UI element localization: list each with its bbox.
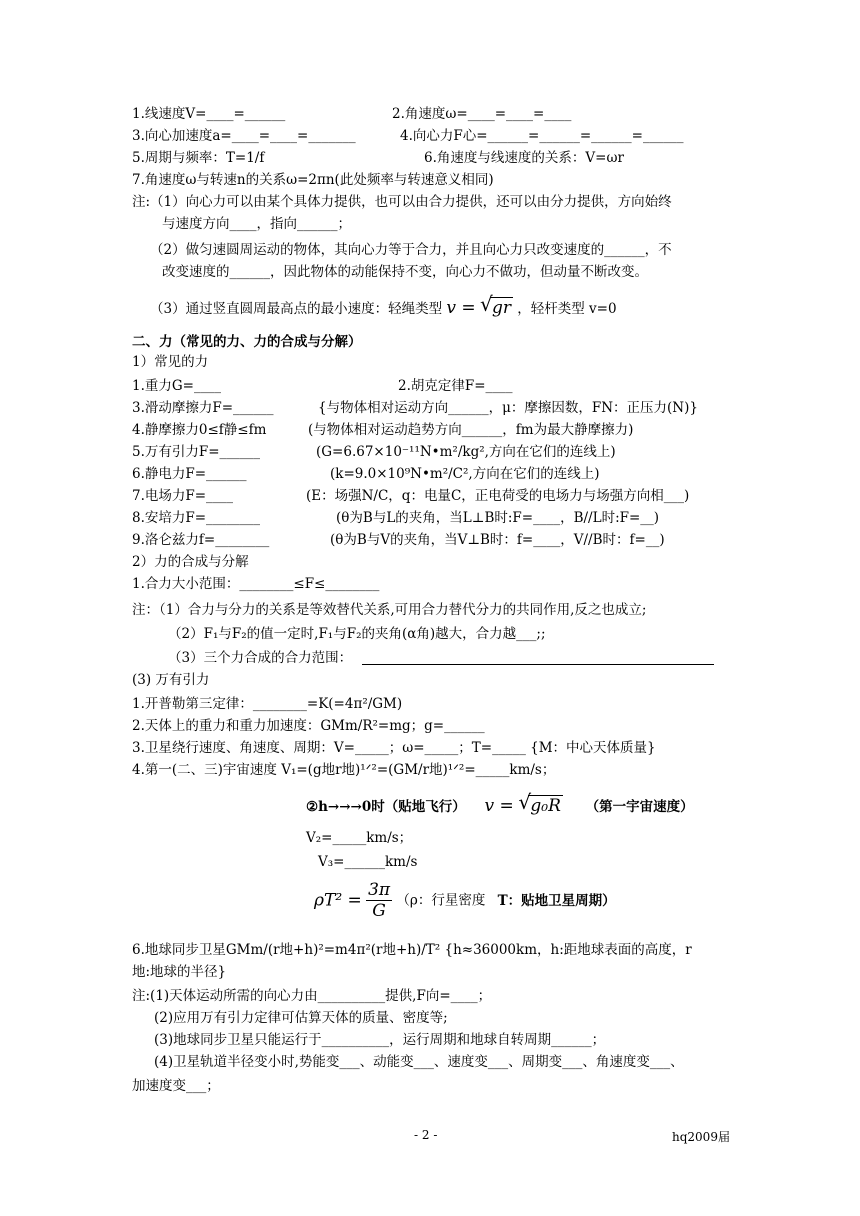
gravity-on-body: 2.天体上的重力和重力加速度：GMm/R²=mg；g=______ — [132, 718, 485, 734]
force-electric-field-note: (E：场强N/C，q：电量C，正电荷受的电场力与场强方向相___) — [306, 488, 690, 504]
force-sliding: 3.滑动摩擦力F=______ — [132, 400, 274, 416]
force-universal: 5.万有引力F=______ — [132, 444, 261, 460]
density-left: ρT² = — [314, 890, 362, 911]
composition-note-3: （3）三个力合成的合力范围： — [168, 650, 353, 666]
note-2a: （2）做匀速圆周运动的物体，其向心力等于合力，并且向心力只改变速度的______，不 — [150, 242, 672, 258]
third-cosmic-velocity: V₃=______km/s — [318, 854, 418, 870]
composition-note-2: （2）F₁与F₂的值一定时,F₁与F₂的夹角(α角)越大，合力越___;; — [168, 626, 546, 642]
sqrt-g0r: √ g₀R — [518, 790, 561, 816]
line-centripetal-force: 4.向心力F心=______=______=______=______ — [400, 128, 684, 144]
sqrt-gr-body: gr — [491, 298, 511, 318]
force-electric-field: 7.电场力F=____ — [132, 488, 234, 504]
line-rotation: 7.角速度ω与转速n的关系ω=2πn(此处频率与转速意义相同) — [132, 172, 494, 188]
density-fraction — [366, 880, 392, 921]
note-3-rest: ，轻杆类型 v=0 — [517, 301, 617, 317]
force-gravity: 1.重力G=____ — [132, 378, 221, 394]
answer-underline — [362, 664, 714, 665]
force-lorentz: 9.洛仑兹力f=________ — [132, 532, 270, 548]
density-denominator: G — [372, 901, 386, 921]
geostationary-satellite-cont: 地:地球的半径} — [132, 964, 227, 980]
force-ampere-note: (θ为B与L的夹角，当L⊥B时:F=____，B//L时:F=__) — [336, 510, 660, 526]
section-2-sub2: 2）力的合成与分解 — [132, 554, 249, 570]
force-static: 4.静摩擦力0≤f静≤fm — [132, 422, 267, 438]
density-numerator: 3π — [368, 880, 391, 900]
near-surface-flight — [306, 790, 694, 817]
page-number: - 2 - — [414, 1128, 438, 1142]
note-1a: 注:（1）向心力可以由某个具体力提供，也可以由合力提供，还可以由分力提供，方向始终 — [132, 194, 672, 210]
note-3 — [150, 292, 617, 319]
line-period: 5.周期与频率：T=1/f — [132, 150, 265, 166]
near-surface-formula: v = — [484, 796, 514, 816]
near-surface-text: ②h→→→0时（贴地飞行） — [306, 799, 466, 815]
force-universal-note: (G=6.67×10⁻¹¹N•m²/kg²,方向在它们的连线上) — [316, 444, 616, 460]
section-3-title: (3) 万有引力 — [132, 672, 210, 688]
note-1b: 与速度方向____，指向______； — [162, 216, 351, 232]
force-ampere: 8.安培力F=________ — [132, 510, 261, 526]
density-period-note: T：贴地卫星周期） — [497, 892, 616, 909]
section-2-sub1: 1）常见的力 — [132, 354, 209, 370]
first-cosmic-label: （第一宇宙速度） — [585, 799, 694, 815]
gravity-note-2: (2)应用万有引力定律可估算天体的质量、密度等; — [154, 1010, 448, 1026]
note-3-text: （3）通过竖直圆周最高点的最小速度：轻绳类型 — [150, 301, 443, 317]
force-lorentz-note: (θ为B与V的夹角，当V⊥B时：f=____，V//B时：f=__) — [330, 532, 665, 548]
cosmic-velocity: 4.第一(二、三)宇宙速度 V₁=(g地r地)¹ᐟ²=(GM/r地)¹ᐟ²=_____km/s； — [132, 762, 556, 778]
gravity-note-1: 注:(1)天体运动所需的向心力由__________提供,F向=____； — [132, 988, 492, 1004]
kepler-third-law: 1.开普勒第三定律：________=K(=4π²/GM) — [132, 696, 403, 712]
line-velocity: 1.线速度V=____=______ — [132, 106, 286, 122]
gravity-note-4: (4)卫星轨道半径变小时,势能变___、动能变___、速度变___、周期变___、角速度变___、 — [154, 1054, 684, 1070]
note-2b: 改变速度的______，因此物体的动能保持不变，向心力不做功，但动量不断改变。 — [162, 264, 648, 280]
gravity-note-4-cont: 加速度变___； — [132, 1078, 220, 1094]
sqrt-gr: √ gr — [479, 292, 511, 318]
composition-note-1: 注：（1）合力与分力的关系是等效替代关系,可用合力替代分力的共同作用,反之也成立; — [132, 602, 647, 618]
note-3-formula: v = — [446, 298, 476, 318]
gravity-note-3: (3)地球同步卫星只能运行于__________，运行周期和地球自转周期______； — [154, 1032, 606, 1048]
force-electrostatic: 6.静电力F=______ — [132, 466, 247, 482]
section-2-title: 二、力（常见的力、力的合成与分解） — [132, 334, 362, 350]
geostationary-satellite: 6.地球同步卫星GMm/(r地+h)²=m4π²(r地+h)/T² {h≈36000km，h:距地球表面的高度，r — [132, 942, 692, 958]
second-cosmic-velocity: V₂=_____km/s； — [306, 830, 413, 846]
line-relation: 6.角速度与线速度的关系：V=ωr — [424, 150, 624, 166]
force-static-note: (与物体相对运动趋势方向______，fm为最大静摩擦力) — [308, 422, 634, 438]
composition-range: 1.合力大小范围：________≤F≤________ — [132, 576, 380, 592]
density-note: （ρ：行星密度 — [396, 892, 486, 909]
force-sliding-note: {与物体相对运动方向______，μ：摩擦因数，FN：正压力(N)} — [318, 400, 698, 416]
density-formula — [314, 880, 616, 928]
force-electrostatic-note: (k=9.0×10⁹N•m²/C²,方向在它们的连线上) — [330, 466, 600, 482]
line-centripetal-acc: 3.向心加速度a=____=____=_______ — [132, 128, 356, 144]
satellite-velocity: 3.卫星绕行速度、角速度、周期：V=_____；ω=_____；T=_____ {M：中心天体质量} — [132, 740, 656, 756]
force-hooke: 2.胡克定律F=____ — [398, 378, 513, 394]
sqrt-g0r-body: g₀R — [530, 796, 561, 816]
footer-label: hq2009届 — [672, 1130, 730, 1144]
line-angular-velocity: 2.角速度ω=____=____=____ — [392, 106, 572, 122]
